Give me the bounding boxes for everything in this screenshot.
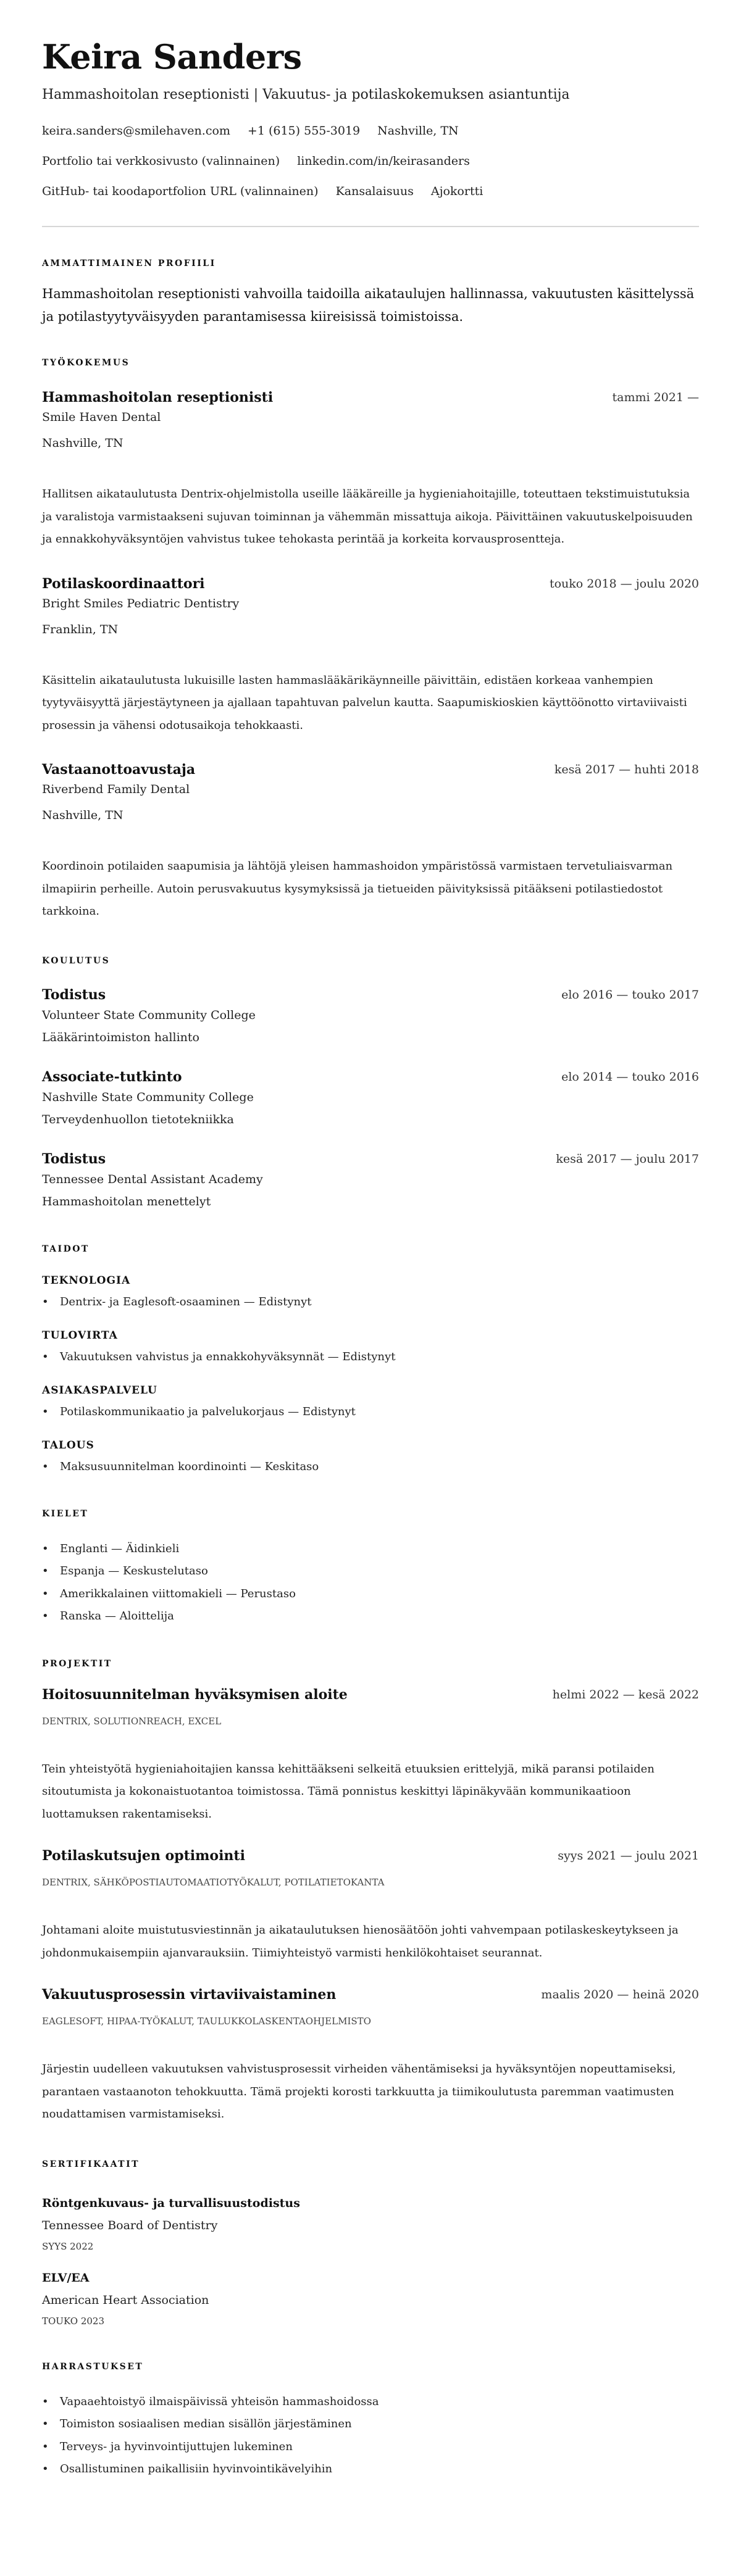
skill-category: ASIAKASPALVELU [42,1384,157,1397]
section-heading: TYÖKOKEMUS [42,358,130,368]
email-link[interactable]: keira.sanders@smilehaven.com [42,124,230,138]
company: Riverbend Family Dental [42,783,190,796]
project-tech: DENTRIX, SÄHKÖPOSTIAUTOMAATIOTYÖKALUT, POTILATIETOKANTA [42,1877,385,1888]
skill-item: • Vakuutuksen vahvistus ja ennakkohyväksynnät — Edistynyt [42,1347,699,1368]
header-divider [42,226,699,227]
field-of-study: Hammashoitolan menettelyt [42,1194,211,1208]
project-title: Hoitosuunnitelman hyväksymisen aloite [42,1686,348,1703]
company: Smile Haven Dental [42,410,161,424]
job-entry [42,760,699,923]
section-heading: AMMATTIMAINEN PROFIILI [42,259,216,268]
portfolio-link[interactable]: Portfolio tai verkkosivusto (valinnainen) [42,154,280,168]
degree: Todistus [42,986,106,1003]
certification-entry [42,2269,699,2329]
language-item: • Amerikkalainen viittomakieli — Perustaso [42,1583,699,1606]
candidate-name: Keira Sanders [42,37,302,77]
section-heading: HARRASTUKSET [42,2361,144,2372]
section-heading: KIELET [42,1508,89,1519]
skill-item: • Dentrix- ja Eaglesoft-osaaminen — Edistynyt [42,1292,699,1313]
certification-issuer: Tennessee Board of Dentistry [42,2218,218,2232]
job-description: Käsittelin aikataulutusta lukuisille lasten hammaslääkärikäynneille päivittäin, edistäen korkeaa vanhempien tyytyväisyyttä järjestäytyneen ja ajallaan tapahtuvan palvelun kautta. Saapumiskioskien käyttöönotto virtaviivaisti prosessin ja vähensi odotusaikoja tehokkaasti. [42,673,687,732]
profile-summary: Hammashoitolan reseptionisti vahvoilla taidoilla aikataulujen hallinnassa, vakuutusten käsittelyssä ja potilastyytyväisyyden parantamisessa kiireisissä toimistoissa. [42,286,695,324]
certification-title: Röntgenkuvaus- ja turvallisuustodistus [42,2196,300,2210]
project-tech: EAGLESOFT, HIPAA-TYÖKALUT, TAULUKKOLASKENTAOHJELMISTO [42,2016,371,2027]
experience-section [42,355,699,923]
language-item: • Ranska — Aloittelija [42,1605,699,1628]
skill-category: TULOVIRTA [42,1329,118,1342]
project-entry [42,1685,699,1826]
interest-item: • Terveys- ja hyvinvointijuttujen lukeminen [42,2436,699,2459]
project-description: Tein yhteistyötä hygieniahoitajien kanssa kehittääkseni selkeitä etuuksien erittelyjä, mikä paransi potilaiden sitoutumista ja kokonaistuotantoa toimistossa. Tämä ponnistus keskittyi läpinäkyvään kommunikaatioon luottamuksen rakentamiseksi. [42,1762,655,1821]
education-dates: elo 2014 — touko 2016 [561,1070,699,1084]
degree: Associate-tutkinto [42,1068,182,1085]
contact-info [42,116,699,207]
language-item: • Englanti — Äidinkieli [42,1538,699,1561]
certification-date: SYYS 2022 [42,2240,94,2252]
job-location: Nashville, TN [42,808,124,822]
skill-item: • Potilaskommunikaatio ja palvelukorjaus — Edistynyt [42,1402,699,1423]
certification-title: ELV/EA [42,2271,90,2285]
drivers-license: Ajokortti [430,185,484,198]
company: Bright Smiles Pediatric Dentistry [42,596,240,610]
education-entry [42,985,699,1048]
project-dates: syys 2021 — joulu 2021 [558,1849,699,1863]
contact-row [42,177,699,207]
projects-section [42,1656,699,2126]
contact-row [42,146,699,177]
degree: Todistus [42,1150,106,1167]
job-title: Vastaanottoavustaja [42,762,196,778]
school: Volunteer State Community College [42,1008,256,1022]
education-entry [42,1149,699,1212]
project-entry [42,1846,699,1964]
school: Tennessee Dental Assistant Academy [42,1172,263,1186]
job-entry [42,574,699,737]
project-tech: DENTRIX, SOLUTIONREACH, EXCEL [42,1715,222,1727]
phone-number[interactable]: +1 (615) 555-3019 [247,124,361,138]
certification-entry [42,2194,699,2254]
section-heading: SERTIFIKAATIT [42,2159,140,2169]
job-dates: tammi 2021 — [612,391,699,404]
candidate-headline: Hammashoitolan reseptionisti | Vakuutus- ja potilaskokemuksen asiantuntija [42,87,570,102]
project-title: Vakuutusprosessin virtaviivaistaminen [42,1987,337,2003]
contact-row [42,116,699,146]
job-title: Potilaskoordinaattori [42,575,205,592]
languages-section [42,1506,699,1628]
language-item: • Espanja — Keskustelutaso [42,1560,699,1583]
certifications-section [42,2157,699,2329]
job-entry [42,388,699,551]
job-location: Nashville, TN [42,436,124,450]
profile-section [42,256,699,328]
job-location: Franklin, TN [42,622,119,636]
project-title: Potilaskutsujen optimointi [42,1848,245,1864]
location: Nashville, TN [377,124,459,138]
job-description: Hallitsen aikataulutusta Dentrix-ohjelmistolla useille lääkäreille ja hygieniahoitajille, toteuttaen tekstimuistutuksia ja varalistoja varmistaakseni sujuvan toiminnan ja vähemmän missattuja aikoja. Päivittäinen vakuutuskelpoisuuden ja ennakkohyväksyntöjen vahvistus tukee tehokasta perintää ja korkeita korvausprosentteja. [42,488,693,546]
interest-item: • Vapaaehtoistyö ilmaispäivissä yhteisön hammashoidossa [42,2391,699,2414]
section-heading: KOULUTUS [42,955,111,966]
field-of-study: Lääkärintoimiston hallinto [42,1030,199,1044]
section-heading: PROJEKTIT [42,1658,112,1669]
education-dates: kesä 2017 — joulu 2017 [556,1152,699,1166]
certification-date: TOUKO 2023 [42,2315,104,2327]
linkedin-link[interactable]: linkedin.com/in/keirasanders [297,154,470,168]
job-title: Hammashoitolan reseptionisti [42,389,274,405]
resume-header [42,37,699,207]
project-description: Järjestin uudelleen vakuutuksen vahvistusprosessit virheiden vähentämiseksi ja hyväksyntöjen nopeuttamiseksi, parantaen vastaanoton tehokkuutta. Tämä projekti korosti tarkkuutta ja tiimikoulutusta paremman vaatimusten noudattamisen varmistamiseksi. [42,2063,676,2121]
skill-category: TEKNOLOGIA [42,1274,131,1287]
skill-item: • Maksusuunnitelman koordinointi — Keskitaso [42,1456,699,1477]
interest-item: • Toimiston sosiaalisen median sisällön järjestäminen [42,2413,699,2436]
skill-category: TALOUS [42,1439,94,1452]
project-description: Johtamani aloite muistutusviestinnän ja aikataulutuksen hienosäätöön johti vahvempaan potilaskeskeytykseen ja johdonmukaisempiin ajanvarauksiin. Tiimiyhteistyö varmisti henkilökohtaiset seurannat. [42,1924,679,1959]
field-of-study: Terveydenhuollon tietotekniikka [42,1112,234,1126]
skills-section [42,1242,699,1477]
job-dates: touko 2018 — joulu 2020 [549,576,699,591]
citizenship: Kansalaisuus [335,185,414,198]
job-description: Koordinoin potilaiden saapumisia ja lähtöjä yleisen hammashoidon ympäristössä varmistaen tervetuliaisvarman ilmapiirin perheille. Autoin perusvakuutus kysymyksissä ja tietueiden päivityksissä pitääkseni potilastiedostot tarkkoina. [42,860,673,918]
project-dates: maalis 2020 — heinä 2020 [541,1988,699,2001]
interest-item: • Osallistuminen paikallisiin hyvinvointikävelyihin [42,2458,699,2481]
certification-issuer: American Heart Association [42,2293,209,2307]
github-link[interactable]: GitHub- tai koodaportfolion URL (valinnainen) [42,185,319,198]
school: Nashville State Community College [42,1090,254,1104]
education-dates: elo 2016 — touko 2017 [561,987,699,1002]
education-section [42,954,699,1212]
project-entry [42,1985,699,2126]
interests-section [42,2359,699,2481]
job-dates: kesä 2017 — huhti 2018 [554,763,699,776]
project-dates: helmi 2022 — kesä 2022 [552,1687,699,1701]
education-entry [42,1067,699,1130]
section-heading: TAIDOT [42,1244,90,1254]
